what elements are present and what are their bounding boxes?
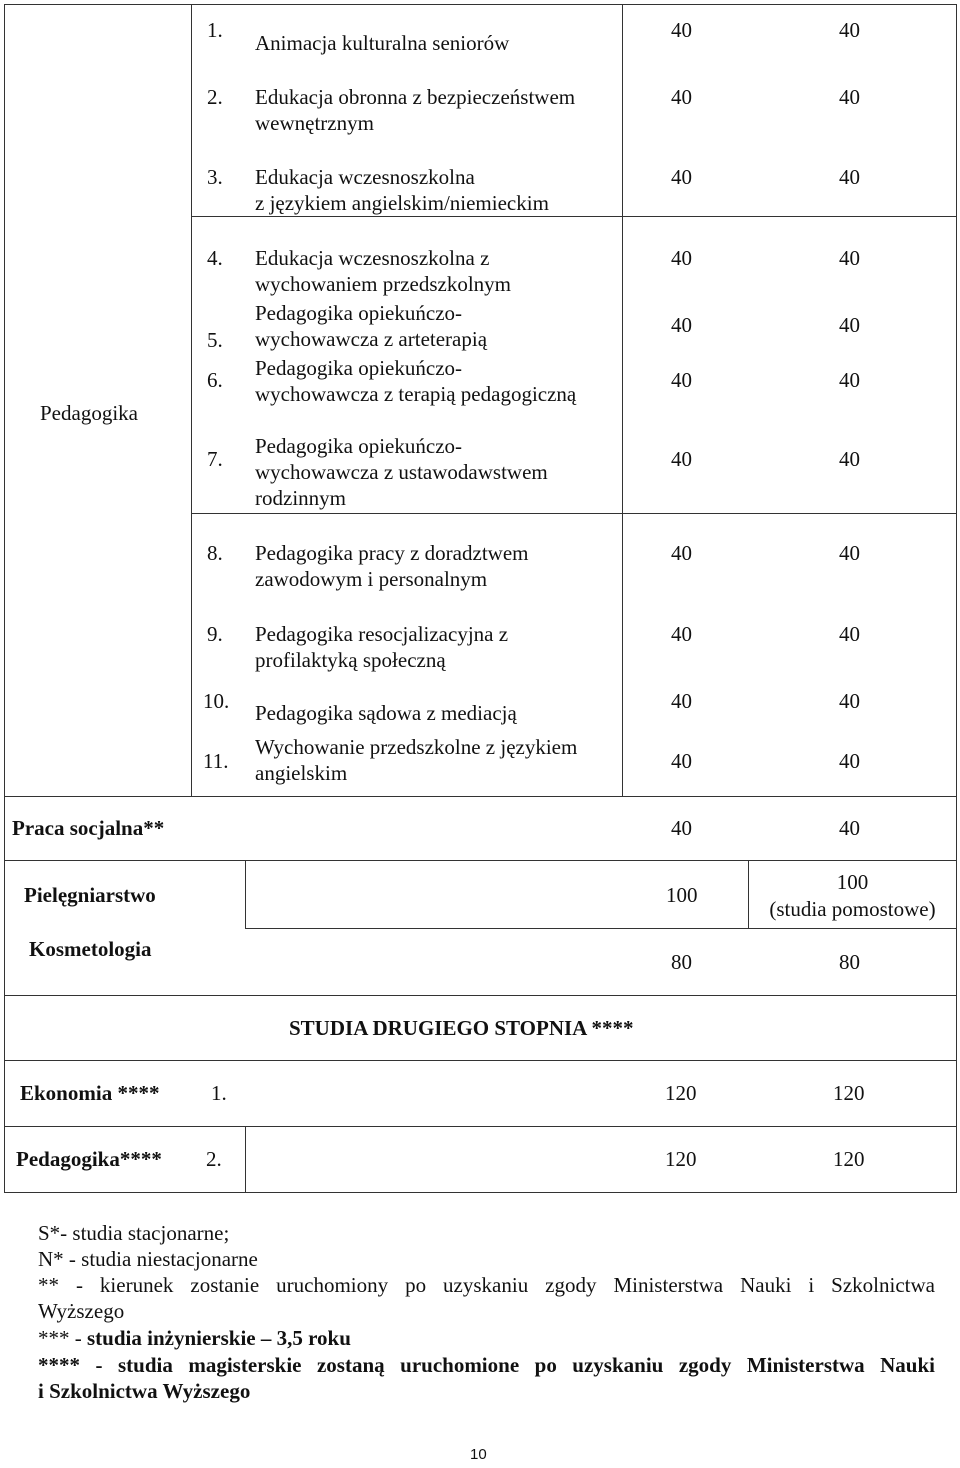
value-stationary: 40	[671, 18, 692, 42]
value-nonstationary: 40	[839, 246, 860, 270]
specialization-name: Animacja kulturalna seniorów	[255, 31, 510, 55]
section-label-pedagogika: Pedagogika	[40, 401, 138, 425]
value-stationary: 120	[665, 1081, 697, 1105]
value-nonstationary: 40	[839, 816, 860, 840]
footnote-double-star: ** - kierunek zostanie uruchomiony po uzyskaniu zgody Ministerstwa Nauki i Szkolnictwa	[38, 1273, 935, 1297]
value-stationary: 40	[671, 816, 692, 840]
field-label-ekonomia: Ekonomia ****	[20, 1081, 160, 1105]
row-number: 9.	[207, 622, 223, 646]
value-stationary: 40	[671, 447, 692, 471]
page-number: 10	[470, 1446, 487, 1463]
footnote-stationary: S*- studia stacjonarne;	[38, 1221, 230, 1245]
footnote-nonstationary: N* - studia niestacjonarne	[38, 1247, 258, 1271]
footnote-quad-prefix: ****	[38, 1353, 96, 1377]
row-number: 1.	[211, 1081, 227, 1105]
value-stationary: 40	[671, 689, 692, 713]
value-nonstationary-note: (studia pomostowe)	[769, 897, 936, 921]
value-nonstationary: 40	[839, 18, 860, 42]
row-number: 3.	[207, 165, 223, 189]
footnote-triple-star	[38, 1325, 351, 1351]
field-label-pielegniarstwo: Pielęgniarstwo	[24, 883, 156, 907]
value-nonstationary: 40	[839, 749, 860, 773]
value-nonstationary: 40	[839, 541, 860, 565]
value-nonstationary: 120	[833, 1147, 865, 1171]
value-stationary: 40	[671, 622, 692, 646]
field-label-kosmetologia: Kosmetologia	[29, 937, 152, 961]
footnote-triple-text: studia inżynierskie – 3,5 roku	[87, 1326, 351, 1350]
specialization-name: rodzinnym	[255, 486, 346, 510]
row-number: 8.	[207, 541, 223, 565]
value-stationary: 40	[671, 541, 692, 565]
value-nonstationary: 40	[839, 689, 860, 713]
value-stationary: 40	[671, 165, 692, 189]
footnote-double-star-cont: Wyższego	[38, 1299, 125, 1323]
specialization-name: Edukacja obronna z bezpieczeństwem	[255, 85, 576, 109]
value-stationary: 40	[671, 246, 692, 270]
row-number: 1.	[207, 18, 223, 42]
value-stationary: 100	[666, 883, 698, 907]
specialization-name: profilaktyką społeczną	[255, 648, 446, 672]
value-nonstationary: 40	[839, 368, 860, 392]
specialization-name: wychowawcza z ustawodawstwem	[255, 460, 548, 484]
specialization-name: wychowaniem przedszkolnym	[255, 272, 512, 296]
value-stationary: 40	[671, 313, 692, 337]
specialization-name: Pedagogika sądowa z mediacją	[255, 701, 517, 725]
row-number: 11.	[203, 749, 229, 773]
specialization-name: zawodowym i personalnym	[255, 567, 488, 591]
specialization-name: angielskim	[255, 761, 348, 785]
value-nonstationary: 40	[839, 165, 860, 189]
specialization-name: Pedagogika opiekuńczo-	[255, 356, 463, 380]
specialization-name: Pedagogika pracy z doradztwem	[255, 541, 529, 565]
specialization-name: Pedagogika resocjalizacyjna z	[255, 622, 509, 646]
footnote-quad-star-cont: i Szkolnictwa Wyższego	[38, 1379, 251, 1403]
row-number: 2.	[207, 85, 223, 109]
value-nonstationary: 100	[836, 870, 869, 894]
row-number: 5.	[207, 328, 223, 352]
specialization-name: wychowawcza z arteterapią	[255, 327, 488, 351]
specialization-name: Pedagogika opiekuńczo-	[255, 434, 463, 458]
value-stationary: 80	[671, 950, 692, 974]
field-label-pedagogika-msc: Pedagogika****	[16, 1147, 162, 1171]
value-nonstationary: 80	[839, 950, 860, 974]
value-nonstationary: 40	[839, 313, 860, 337]
row-number: 4.	[207, 246, 223, 270]
value-nonstationary: 40	[839, 447, 860, 471]
row-number: 10.	[203, 689, 230, 713]
field-label-praca-socjalna: Praca socjalna**	[12, 816, 165, 840]
specialization-name: z językiem angielskim/niemieckim	[255, 191, 549, 215]
specialization-name: wychowawcza z terapią pedagogiczną	[255, 382, 577, 406]
footnote-quad-text: - studia magisterskie zostaną uruchomione po uzyskaniu zgody Ministerstwa Nauki	[95, 1353, 935, 1377]
section-header-second-degree: STUDIA DRUGIEGO STOPNIA ****	[289, 1016, 634, 1040]
value-stationary: 40	[671, 85, 692, 109]
footnote-quad-star	[38, 1352, 935, 1378]
specialization-name: Edukacja wczesnoszkolna z	[255, 246, 490, 270]
specialization-name: Pedagogika opiekuńczo-	[255, 301, 463, 325]
row-number: 7.	[207, 447, 223, 471]
row-number: 2.	[206, 1147, 222, 1171]
value-nonstationary: 40	[839, 622, 860, 646]
specialization-name: Wychowanie przedszkolne z językiem	[255, 735, 578, 759]
specialization-name: wewnętrznym	[255, 111, 374, 135]
value-stationary: 120	[665, 1147, 697, 1171]
row-number: 6.	[207, 368, 223, 392]
value-nonstationary: 40	[839, 85, 860, 109]
value-nonstationary: 120	[833, 1081, 865, 1105]
specialization-name: Edukacja wczesnoszkolna	[255, 165, 475, 189]
value-stationary: 40	[671, 368, 692, 392]
value-stationary: 40	[671, 749, 692, 773]
footnote-triple-prefix: *** -	[38, 1326, 87, 1350]
